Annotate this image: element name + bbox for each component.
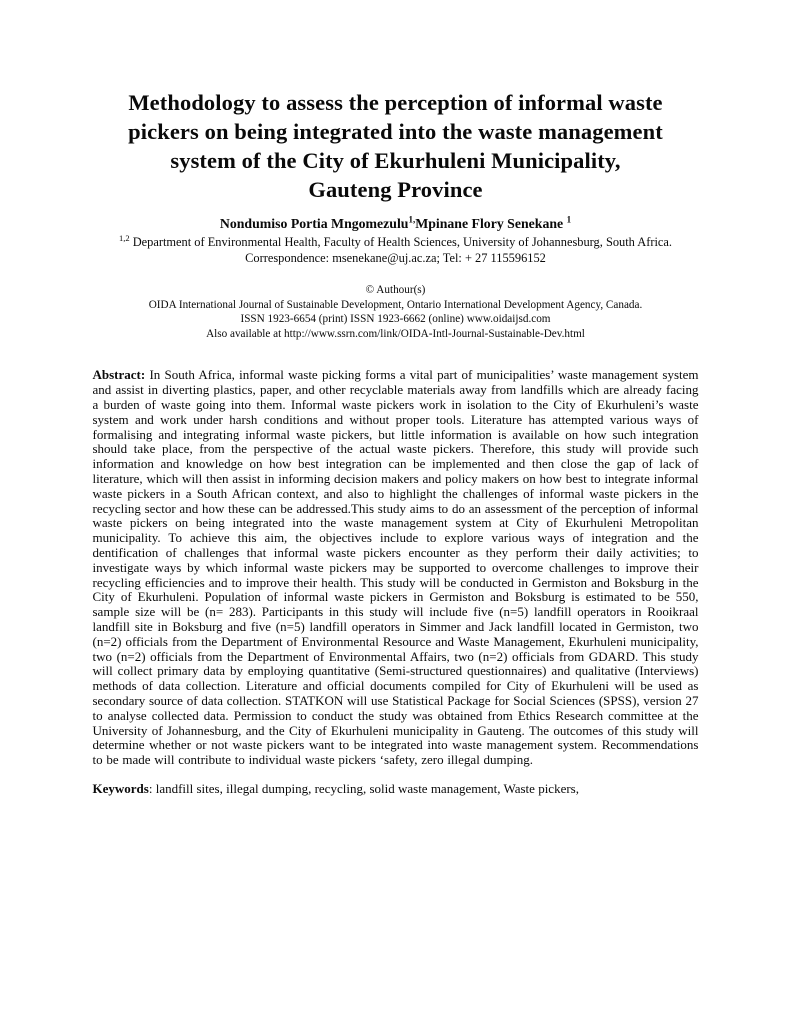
paper-title-line-3: system of the City of Ekurhuleni Municipality, — [170, 148, 621, 173]
affiliation-line — [93, 234, 699, 250]
paper-page — [93, 0, 699, 797]
affiliation-superscript: 1,2 — [118, 232, 130, 243]
publisher-block — [93, 283, 699, 341]
abstract-paragraph — [93, 368, 699, 768]
author-2-superscript: 1 — [566, 214, 572, 225]
paper-title-line-1: Methodology to assess the perception of informal waste — [128, 90, 663, 115]
keywords-text: : landfill sites, illegal dumping, recycling, solid waste management, Waste pickers, — [148, 780, 579, 796]
issn-line: ISSN 1923-6654 (print) ISSN 1923-6662 (online) www.oidaijsd.com — [240, 313, 551, 326]
author-1-superscript: 1, — [408, 214, 416, 225]
copyright-line: © Authour(s) — [365, 284, 426, 296]
affiliation-text: Department of Environmental Health, Faculty of Health Sciences, University of Johannesburg, South Africa. — [132, 235, 673, 249]
author-2-name: Mpinane Flory Senekane — [415, 216, 567, 231]
author-1-name: Nondumiso Portia Mngomezulu — [219, 216, 409, 231]
availability-url-line: Also available at http://www.ssrn.com/link/OIDA-Intl-Journal-Sustainable-Dev.html — [206, 327, 585, 340]
paper-title — [93, 88, 699, 204]
keywords-paragraph — [93, 782, 699, 797]
keywords-label: Keywords — [92, 780, 149, 796]
abstract-label: Abstract: — [92, 367, 146, 383]
correspondence-line: Correspondence: msenekane@uj.ac.za; Tel: + 27 115596152 — [245, 251, 546, 265]
abstract-text: In South Africa, informal waste picking forms a vital part of municipalities’ waste management system and assist in diverting plastics, paper, and other recyclable materials away from landfills which are already facing a burden of waste going into them. Informal waste pickers work in isolation to the City of Ekurhuleni’s waste system and work under harsh conditions and without proper tools. Literature has attempted various ways of formalising and integrating informal waste pickers, but little information is available on how such integration should take place, from the perspective of the actual waste pickers. Therefore, this study will provide such information and knowledge on how best integration can be implemented and then close the gap of lack of literature, which will then assist in informing decision makers and policy makers on how best to integrate informal waste pickers in a South African context, and also to highlight the challenges of informal waste pickers in the recycling sector and how these can be addressed.This study aims to do an assessment of the perception of informal waste pickers on being integrated into the waste management system at City of Ekurhuleni Metropolitan municipality. To achieve this aim, the objectives include to explore various ways of integration and the dentification of challenges that informal waste pickers encounter as they perform their daily activities; to investigate ways by which informal waste pickers may be supported to overcome challenges to improve their recycling efficiencies and to improve their health. This study will be conducted in Germiston and Boksburg in the City of Ekurhuleni. Population of informal waste pickers in Germiston and Boksburg is estimated to be 550, sample size will be (n= 283). Participants in this study will include five (n=5) landfill operators in Rooikraal landfill site in Boksburg and five (n=5) landfill operators in Simmer and Jack landfill located in Germiston, two (n=2) officials from the Department of Environmental Resource and Waste Management, Ekurhuleni municipality, two (n=2) officials from the Department of Environmental Affairs, two (n=2) officials from GDARD. This study will collect primary data by employing quantitative (Semi-structured questionnaires) and qualitative (Interviews) methods of data collection. Literature and official documents compiled for City of Ekurhuleni will be used as secondary source of data collection. STATKON will use Statistical Package for Social Sciences (SPSS), version 27 to analyse collected data. Permission to conduct the study was obtained from Ethics Research committee at the University of Johannesburg, and the City of Ekurhuleni municipality in Gauteng. The outcomes of this study will determine whether or not waste pickers want to be integrated into waste management system. Recommendations to be made will contribute to individual waste pickers ‘safety, zero illegal dumping. — [92, 367, 699, 768]
paper-title-line-4: Gauteng Province — [308, 177, 483, 202]
journal-name-line: OIDA International Journal of Sustainable Development, Ontario International Development Agency, Canada. — [148, 298, 643, 311]
paper-title-line-2: pickers on being integrated into the waste management — [128, 119, 663, 144]
authors-line — [93, 215, 699, 232]
